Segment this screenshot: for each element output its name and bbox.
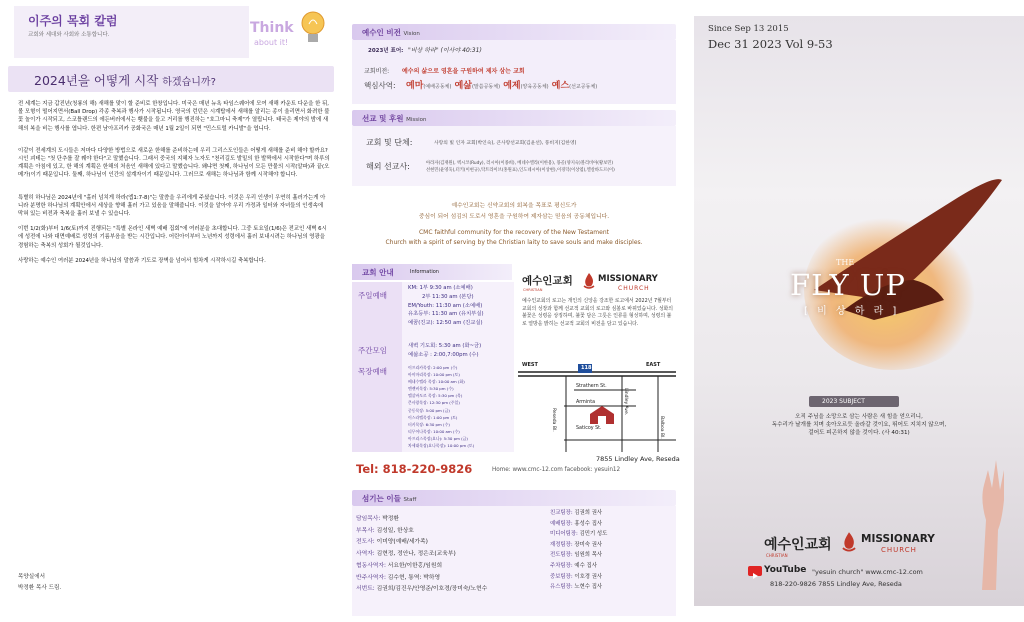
mission-org: 사랑의 빛 인자 교회(박인숙), 큰사랑선교회(김윤선), 풍비지(김한영) xyxy=(434,141,577,146)
staff-title: 섬기는 이들 xyxy=(362,494,401,503)
year-motto: "비상 하라" (이사야 40:31) xyxy=(408,47,482,54)
staff-name: 장미숙 권사 xyxy=(574,541,603,548)
staff-en: Staff xyxy=(403,497,417,503)
cover-logo-en-1: MISSIONARY xyxy=(861,533,935,545)
cover-panel xyxy=(694,0,1024,622)
signature-line-2: 박정환 목사 드림. xyxy=(18,585,62,591)
title-the: THE xyxy=(836,258,855,267)
staff-row xyxy=(356,561,487,573)
about-label: about it! xyxy=(254,38,289,47)
staff-role: 전도사: xyxy=(356,539,375,546)
verse-line-2: 독수리가 날개를 치며 솟아오르듯 올라갈 것이요, 뛰어도 지치지 않으며, xyxy=(771,422,947,428)
mission-title: 선교 및 후원 xyxy=(362,114,404,123)
verse-line-1: 오직 주님을 소망으로 삼는 사람은 새 힘을 얻으리니, xyxy=(795,414,923,420)
cover-logo-en-2: CHURCH xyxy=(881,546,917,554)
staff-row xyxy=(550,508,607,519)
staff-name: 김민기 성도 xyxy=(579,531,608,538)
mission-miss-label: 해외 선교사: xyxy=(366,162,410,171)
staff-right-list xyxy=(550,508,607,593)
schedule-item: 티무어나목장: 10:00 am (수) xyxy=(408,428,460,434)
group-label: 목장예배 xyxy=(358,367,387,376)
sunday-schedule xyxy=(408,284,484,328)
staff-role: 사역자: xyxy=(356,551,375,558)
schedule-item: 중동목장: 5:00 pm (금) xyxy=(408,407,450,413)
schedule-item: 새벽 기도회: 5:30 am (화~금) xyxy=(408,343,482,349)
sunday-label: 주일예배 xyxy=(358,291,387,300)
map-west: WEST xyxy=(522,362,538,368)
reaching-hand-image xyxy=(962,430,1018,590)
staff-role: 재정팀장: xyxy=(550,541,573,548)
subject-label: 2023 SUBJECT xyxy=(822,398,865,405)
staff-row xyxy=(356,584,487,596)
core-item-desc: (양육공동체) xyxy=(520,84,549,90)
staff-name: 이미양(예배/세가족) xyxy=(376,539,428,546)
staff-role: 주차팀장: xyxy=(550,562,573,569)
year-label: 2023년 표어: xyxy=(368,48,404,54)
staff-section-header xyxy=(352,490,676,506)
signature-line-1: 목양실에서 xyxy=(18,574,46,580)
tel: Tel: 818-220-9826 xyxy=(356,462,473,476)
mission-miss-1: 아라자(김재원), 멕시코(Rudy), 러시아(이종희), 베네수엘라(이한용), 몽골(양지숙)볼리비아(황보민) xyxy=(426,161,614,166)
staff-name: 김수현, 통역: 박하영 xyxy=(387,574,441,581)
map-freeway: 118 xyxy=(581,365,592,371)
staff-name: 서요한/이한홍/임원희 xyxy=(387,562,443,569)
staff-role: 미디어팀장: xyxy=(550,531,578,538)
map-avenue-1: Reseda Bl. xyxy=(551,408,556,432)
staff-row xyxy=(550,550,607,561)
cover-logo-kr: 예수인교회 xyxy=(764,537,832,553)
logo-small: CHRISTIAN xyxy=(523,288,543,292)
staff-role: 부목사: xyxy=(356,527,375,534)
schedule-item: 2부 11:30 am (본당) xyxy=(422,293,474,300)
staff-role: 서번트: xyxy=(356,586,375,593)
lightbulb-icon xyxy=(300,10,326,42)
core-ministries xyxy=(406,78,597,91)
staff-row xyxy=(356,514,487,526)
schedule-item: 이프리카목장: 2:00 pm (수) xyxy=(408,365,458,370)
vision-en: Vision xyxy=(403,31,420,37)
mission-en: Mission xyxy=(406,117,427,123)
schedule-item: 큰사랑목장: 12:30 pm (주일) xyxy=(408,400,460,406)
staff-name: 이호경 권사 xyxy=(574,573,603,580)
core-item: 예삶 xyxy=(454,81,472,91)
column-subtitle: 교회와 세대와 사회와 소통합니다. xyxy=(28,32,110,38)
staff-row xyxy=(356,526,487,538)
info-section-header xyxy=(352,264,512,280)
staff-name: 김권희/김진우/안영준/이호경/장미숙/노현수 xyxy=(376,586,488,593)
mission-box xyxy=(352,126,676,186)
core-item-desc: (말씀공동체) xyxy=(471,84,501,90)
core-item: 예제 xyxy=(503,81,521,91)
schedule-item: 베네수엘라 목장: 10:00 am (화) xyxy=(408,379,465,385)
schedule-item: 차세대목장(요나목장): 10:00 pm (토) xyxy=(408,443,475,449)
verse-line-3: 걸어도 피곤하지 않을 것이다. (사 40:31) xyxy=(808,430,910,436)
vision-section-header xyxy=(352,24,676,40)
mission-org-label: 교회 및 단체: xyxy=(366,138,413,147)
staff-row xyxy=(550,519,607,530)
map-street-3: Saticoy St. xyxy=(576,426,602,431)
staff-row xyxy=(550,582,607,593)
headline-part-1: 2024년을 어떻게 시작 xyxy=(34,73,163,88)
statement-kr-2: 중심이 되어 섬김의 도로서 영혼을 구원하여 제자삼는 믿음의 공동체입니다. xyxy=(418,214,610,220)
youtube-label[interactable]: YouTube xyxy=(764,565,807,575)
schedule-item: 아프리스목장(요나): 5:30 pm (금) xyxy=(408,435,468,441)
logo-kr: 예수인교회 xyxy=(522,275,573,287)
staff-role: 협동사역자: xyxy=(356,562,386,569)
schedule-item: 엘살바도르 목장: 5:30 pm (목) xyxy=(408,393,463,399)
staff-row xyxy=(550,529,607,540)
cover-title-kr: [ 비 상 하 라 ] xyxy=(804,306,900,317)
statement-kr-1: 예수인교회는 신약교회의 회복을 목표로 평신도가 xyxy=(451,203,577,209)
core-item: 예스 xyxy=(551,81,570,91)
column-body xyxy=(18,100,330,272)
issue-date: Dec 31 2023 Vol 9-53 xyxy=(708,37,833,51)
core-label: 핵심사역: xyxy=(364,81,396,90)
staff-name: 김권희 권사 xyxy=(574,510,603,516)
paragraph: 전 세계는 지금 갑진년(청룡의 해) 새해를 맞이 할 준비로 한창입니다. 미국은 매년 뉴욕 타임스퀘어에 모여 새해 카운트 다운을 한 뒤, 볼 모형이 떨어지면서(Ball Drop) 각종 축복과 행사가 시작됩니다. 영국의 런던은 시계탑에서 새해를 알리는 종이 울리면서 화려한 불꽃 놀이가 시작되고, 스코틀랜드의 에든버러에서는 횃불을 들고 거리를 행진하는 "호그마니 축제"가 열립니다. 태국은 제야의 밤에 새해의 복을 비는 행사를 엽니다. 한편 남아프리카 공화국은 매년 1월 2일이 되면 "민스트럴 카니발"을 엽니다. xyxy=(18,101,330,132)
flame-logo-icon xyxy=(840,531,858,553)
map-east: EAST xyxy=(646,362,661,368)
mission-miss-2: 선현민(윤영욱),터키(이현규),탁트라이브(홍원표),인도네시아(이상현),이경덕(이상엽),엘살바도르(이) xyxy=(426,168,615,173)
staff-role: 담임목사: xyxy=(356,516,381,522)
staff-row xyxy=(356,537,487,549)
map-street-1: Strathern St. xyxy=(576,384,607,389)
cover-footer: 818-220-9826 7855 Lindley Ave, Reseda xyxy=(770,580,902,588)
staff-name: 임원희 목사 xyxy=(574,552,603,559)
schedule-item: 유초등부: 11:30 am (유치부실) xyxy=(408,311,484,318)
mission-section-header xyxy=(352,110,676,126)
core-item-desc: (예배공동체) xyxy=(423,84,452,90)
staff-role: 중보팀장: xyxy=(550,573,573,580)
paragraph: 이같이 전세계의 도시들은 저마다 다양한 방법으로 새로운 한해를 준비하는데 우리 그리스도인들은 어떻게 새해를 준비 해야 할까요? 시인 괴테는 "첫 단추를 잘 꿰야 한다"고 말했습니다. 그래서 중국의 지혜자 노자도 "천리길도 발밑의 한 발짝에서 시작한다"며 하루의 계획은 아침에 있고, 한 해의 계획은 한해의 처음인 새해에 있다고 말했습니다. 왜냐면 첫째, 하나님이 모든 만물의 시작(알파)과 끝(오메가)이기 때문입니다. 둘째, 하나님이 인간의 설계자이기 때문입니다. 그러므로 새해는 하나님과 함께 시작해야 합니다. xyxy=(18,147,330,179)
logo-about: 예수인교회의 로고는 개인의 신앙을 강조한 로고에서 2022년 7월부터 교회의 성장과 함께 선교적 교회의 로고와 심볼로 바뀌었습니다. 성화의 불꽃은 성령을 상징하며, 불꽃 담은 그릇은 인류를 형성하며, 성령의 불로 열방을 밝히는 선교적 교회의 비전을 담고 있습니다. xyxy=(522,298,673,327)
schedule-item: 예삶소공 : 2:00,7:00pm (수) xyxy=(408,352,479,358)
staff-name: 홍성수 집사 xyxy=(574,520,603,527)
statement-en-1: CMC faithful community for the recovery of the New Testament xyxy=(418,229,609,236)
paragraph: 특별히 하나님은 2024년에 "홀러 넘치게 하라(엡1:7-8)"는 말씀을 우리에게 주셨습니다. 이것은 우리 인생이 우연히 흘러가는게 아니라 분명한 하나님의 계획안에서 세상을 향해 흘러 가고 있음을 말해줍니다. 이것을 알아야 우리 가정과 일터와 자녀들의 인생속에 막혀 있는 비전과 축복을 흘러 보낼 수 있습니다. xyxy=(18,194,326,218)
location-map xyxy=(518,360,676,452)
staff-name: 김성일, 한상호 xyxy=(376,527,414,534)
core-item-desc: (선교공동체) xyxy=(569,84,598,90)
weekly-schedule xyxy=(408,342,481,360)
church-vision-label: 교회비전: xyxy=(364,68,390,75)
schedule-item: 엔젠비목장: 5:30 pm (수) xyxy=(408,386,454,392)
church-info-panel xyxy=(344,0,684,622)
info-title: 교회 안내 xyxy=(362,268,394,277)
headline xyxy=(34,71,216,89)
staff-role: 유스팀장: xyxy=(550,584,573,591)
church-vision: 예수의 삶으로 영혼을 구원하여 제자 삼는 교회 xyxy=(402,68,525,75)
pastor-column-panel xyxy=(0,0,340,622)
staff-row xyxy=(550,540,607,551)
staff-name: 박정환 xyxy=(382,516,400,522)
staff-row xyxy=(550,572,607,583)
schedule-item: 터키목장: 6:30 pm (수) xyxy=(408,421,450,427)
paragraph: 사랑하는 예수인 여러분 2024년을 하나님의 말씀과 기도로 장벽을 넘어서 힘차게 시작하시길 축복합니다. xyxy=(18,257,266,264)
paragraph: 이번 1/2(화)부터 1/6(토)까지 진행되는 "특별 온라인 새벽 예배 집회"에 여러분을 초대합니다. 그중 토요일(1/6)은 전교인 새벽 6시에 성전에 나와 대면예배로 성령의 기름부음을 받는 시간입니다. 어린아이부터 노년까지 성령에서 흘러 보내시려는 하나님의 영광을 경험하는 축복의 성회가 될것입니다. xyxy=(18,226,327,249)
core-item: 예마 xyxy=(406,81,424,91)
staff-role: 예배팀장: xyxy=(550,520,573,527)
logo-en-1: MISSIONARY xyxy=(598,274,658,284)
info-en: Information xyxy=(410,269,439,275)
cover-title: FLY UP xyxy=(790,268,906,302)
map-address: 7855 Lindley Ave, Reseda xyxy=(596,455,680,463)
vision-title: 예수인 비전 xyxy=(362,28,401,37)
schedule-item: 예꿈(진교): 12:50 am (진교실) xyxy=(408,320,483,327)
staff-name: 예수 집사 xyxy=(574,562,597,569)
cover-logo-small: CHRISTIAN xyxy=(766,553,788,558)
map-street-2: Arminta xyxy=(576,400,596,405)
since-label: Since Sep 13 2015 xyxy=(708,24,789,34)
staff-row xyxy=(356,573,487,585)
map-avenue-3: Balboa Bl. xyxy=(659,416,664,439)
column-title: 이주의 목회 칼럼 xyxy=(28,14,118,28)
logo-en-2: CHURCH xyxy=(618,285,650,292)
youtube-icon xyxy=(748,566,762,576)
headline-part-2: 하겠습니까? xyxy=(162,77,216,88)
staff-name: 김현정, 정안나, 정은조(교육부) xyxy=(376,551,456,558)
staff-row xyxy=(550,561,607,572)
schedule-item: KM: 1부 9:30 am (소예배) xyxy=(408,285,473,291)
group-schedule xyxy=(408,364,474,449)
staff-left-list xyxy=(356,514,487,596)
homepage: Home: www.cmc-12.com facebook: yesuin12 xyxy=(492,467,621,473)
staff-role: 반주사역자: xyxy=(356,574,386,581)
staff-role: 전도팀장: xyxy=(550,552,573,559)
schedule-item: 아이마리목장: 10:00 pm (토) xyxy=(408,372,460,378)
youtube-text[interactable]: "yesuin church" www.cmc-12.com xyxy=(812,568,923,576)
schedule-item: 이스라엘목장: 1:00 pm (토) xyxy=(408,414,458,420)
schedule-item: EM/Youth: 11:30 am (소예배) xyxy=(408,302,483,309)
statement-en-2: Church with a spirit of serving by the Christian laity to save souls and make disciples. xyxy=(385,239,643,246)
staff-row xyxy=(356,549,487,561)
flame-logo-icon xyxy=(582,272,596,290)
map-avenue-2: Lindley Ave. xyxy=(623,388,628,416)
think-label: Think xyxy=(250,20,294,36)
staff-name: 노현수 집사 xyxy=(574,584,603,591)
weekly-label: 주간모임 xyxy=(358,346,387,355)
staff-role: 친교팀장: xyxy=(550,510,573,516)
